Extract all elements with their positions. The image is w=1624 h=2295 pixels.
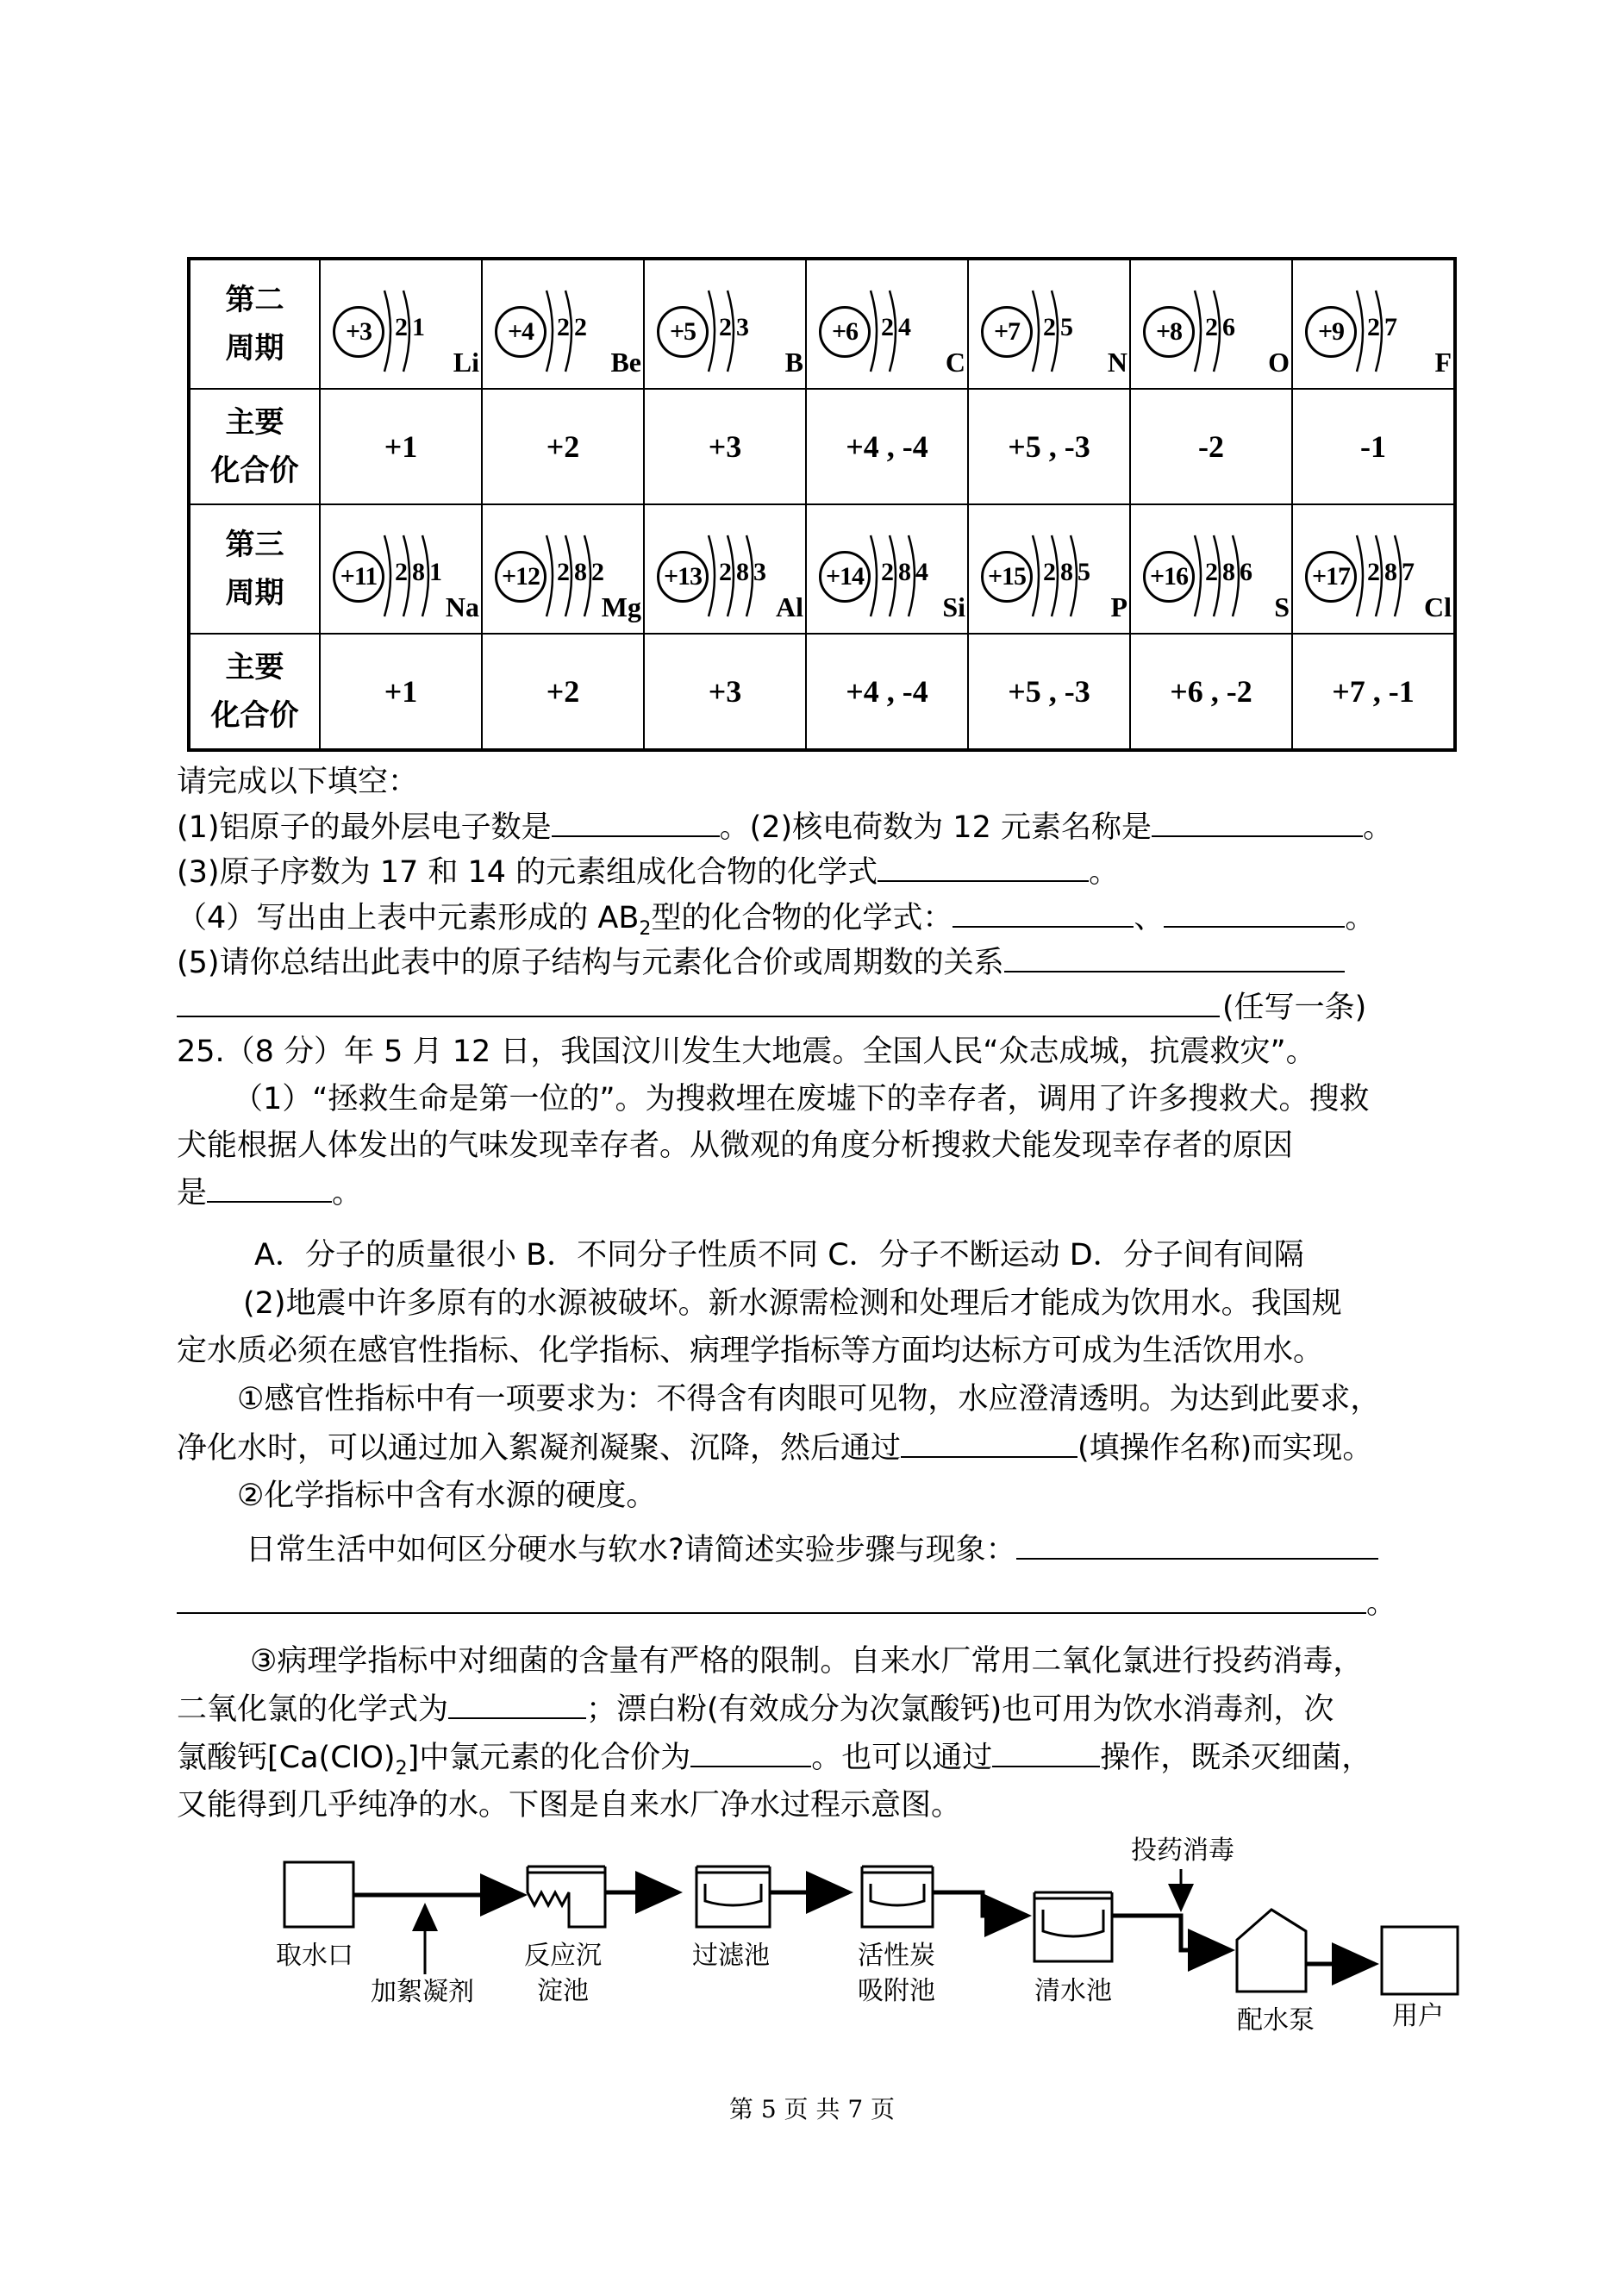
valence-value: +1 [320,389,482,504]
label-coagulant: 加絮凝剂 [371,1977,474,2007]
electron-counts: 287 [1367,558,1419,586]
electron-counts: 26 [1205,313,1240,341]
q25-c2q: 日常生活中如何区分硬水与软水?请简述实验步骤与现象： [246,1530,1378,1569]
label-carbon-2: 吸附池 [858,1976,935,2006]
filter-tank-icon [696,1867,770,1927]
element-symbol: S [1274,591,1290,622]
element-symbol: O [1268,347,1290,378]
element-symbol: B [784,347,803,378]
valence-header: 主要 化合价 [189,389,320,504]
electron-counts: 24 [881,313,915,341]
valence-value: +3 [644,634,806,750]
element-symbol: N [1107,347,1127,378]
element-symbol: F [1434,347,1452,378]
nucleus-charge: +8 [1143,306,1195,358]
nucleus-charge: +11 [333,551,384,603]
nucleus-charge: +16 [1143,551,1195,603]
q25-c3a: ③病理学指标中对细菌的含量有严格的限制。自来水厂常用二氧化氯进行投药消毒， [250,1644,1364,1679]
electron-counts: 21 [395,313,429,341]
valence-value: +4 , -4 [806,389,968,504]
flow-arrow [933,1892,1027,1916]
electron-counts: 281 [395,558,447,586]
q25-p1b: 犬能根据人体发出的气味发现幸存者。从微观的角度分析搜救犬能发现幸存者的原因 [177,1129,1294,1163]
q24-hint: (任写一条) [1222,991,1367,1025]
electron-counts: 25 [1043,313,1077,341]
q24-line5: (5)请你总结出此表中的原子结构与元素化合价或周期数的关系 [177,943,1345,982]
q25-p1a: （1）“拯救生命是第一位的”。为搜救埋在废墟下的幸存者，调用了许多搜救犬。搜救 [233,1082,1370,1116]
electron-counts: 286 [1205,558,1257,586]
electron-counts: 285 [1043,558,1095,586]
q25-c3b: 二氧化氯的化学式为 ；漂白粉(有效成分为次氯酸钙)也可用为饮水消毒剂，次 [177,1690,1334,1729]
label-pump: 配水泵 [1237,2005,1315,2035]
valence-value: +2 [482,634,644,750]
element-symbol: Na [445,591,479,622]
page-footer: 第 5 页 共 7 页 [728,2095,896,2123]
q25-c3d: 又能得到几乎纯净的水。下图是自来水厂净水过程示意图。 [177,1788,962,1823]
valence-value: +6 , -2 [1130,634,1292,750]
label-intake: 取水口 [276,1941,353,1971]
q25-p2a: (2)地震中许多原有的水源被破坏。新水源需检测和处理后才能成为饮用水。我国规 [243,1286,1342,1321]
flow-arrow [1112,1916,1231,1950]
q24-line3: (3)原子序数为 17 和 14 的元素组成化合物的化学式 。 [177,853,1119,891]
element-symbol: Al [776,591,803,622]
user-box [1382,1927,1458,1994]
nucleus-charge: +7 [981,306,1033,358]
q25-c2: ②化学指标中含有水源的硬度。 [237,1479,657,1513]
q24-intro: 请完成以下填空： [177,765,419,799]
nucleus-charge: +12 [495,551,547,603]
label-filter: 过滤池 [692,1941,770,1971]
period2-header: 第二 周期 [189,259,320,389]
valence-value: +1 [320,634,482,750]
q25-c1b: 净化水时，可以通过加入絮凝剂凝聚、沉降，然后通过 (填操作名称)而实现。 [177,1429,1372,1467]
electron-counts: 283 [719,558,771,586]
label-disinfect: 投药消毒 [1131,1835,1234,1866]
carbon-tank-icon [862,1867,933,1927]
nucleus-charge: +4 [495,306,547,358]
nucleus-charge: +3 [333,306,384,358]
pump-icon [1237,1910,1306,1992]
nucleus-charge: +15 [981,551,1033,603]
label-user: 用户 [1392,2001,1444,2031]
valence-value: +5 , -3 [968,389,1130,504]
valence-value: +3 [644,389,806,504]
q25-p2b: 定水质必须在感官性指标、化学指标、病理学指标等方面均达标方可成为生活饮用水。 [177,1334,1324,1368]
nucleus-charge: +17 [1305,551,1357,603]
clear-water-tank-icon [1034,1892,1112,1961]
element-symbol: Si [942,591,965,622]
electron-counts: 23 [719,313,753,341]
nucleus-charge: +13 [657,551,709,603]
label-clear-water: 清水池 [1034,1976,1112,2006]
label-carbon-1: 活性炭 [858,1941,935,1971]
sedimentation-tank-icon [528,1867,605,1927]
q25-p1c: 是 。 [177,1173,362,1212]
nucleus-charge: +9 [1305,306,1357,358]
q25-options: A．分子的质量很小 B．不同分子性质不同 C．分子不断运动 D．分子间有间隔 [254,1238,1304,1273]
period3-header: 第三 周期 [189,504,320,634]
electron-counts: 27 [1367,313,1402,341]
label-sediment-1: 反应沉 [524,1941,602,1971]
valence-value: -1 [1292,389,1455,504]
electron-counts: 282 [557,558,609,586]
q24-line1: (1)铝原子的最外层电子数是 。(2)核电荷数为 12 元素名称是 。 [177,808,1393,847]
intake-box [284,1862,353,1927]
q25-c3c: 氯酸钙$[Ca(ClO)_2]$中氯元素的化合价为 。也可以通过 操作，既杀灭细菌， [177,1738,1371,1788]
nucleus-charge: +6 [819,306,871,358]
element-symbol: C [945,347,965,378]
element-symbol: Mg [601,591,641,622]
valence-value: +4 , -4 [806,634,968,750]
q25-c2-end: 。 [1366,1586,1397,1621]
q24-line4: （4）写出由上表中元素形成的 $AB_2$型的化合物的化学式： 、 。 [177,898,1375,948]
valence-value: +5 , -3 [968,634,1130,750]
valence-value: +7 , -1 [1292,634,1455,750]
valence-header: 主要 化合价 [189,634,320,750]
electron-counts: 284 [881,558,933,586]
electron-counts: 22 [557,313,591,341]
element-symbol: P [1110,591,1127,622]
element-symbol: Cl [1424,591,1452,622]
valence-value: -2 [1130,389,1292,504]
q25-c1a: ①感官性指标中有一项要求为：不得含有肉眼可见物，水应澄清透明。为达到此要求， [237,1382,1381,1416]
label-sediment-2: 淀池 [537,1976,589,2006]
q25-heading: 25.（8 分）年 5 月 12 日，我国汶川发生大地震。全国人民“众志成城，抗震救灾”。 [177,1035,1316,1069]
element-symbol: Be [610,347,641,378]
nucleus-charge: +5 [657,306,709,358]
element-symbol: Li [453,347,479,378]
nucleus-charge: +14 [819,551,871,603]
valence-value: +2 [482,389,644,504]
